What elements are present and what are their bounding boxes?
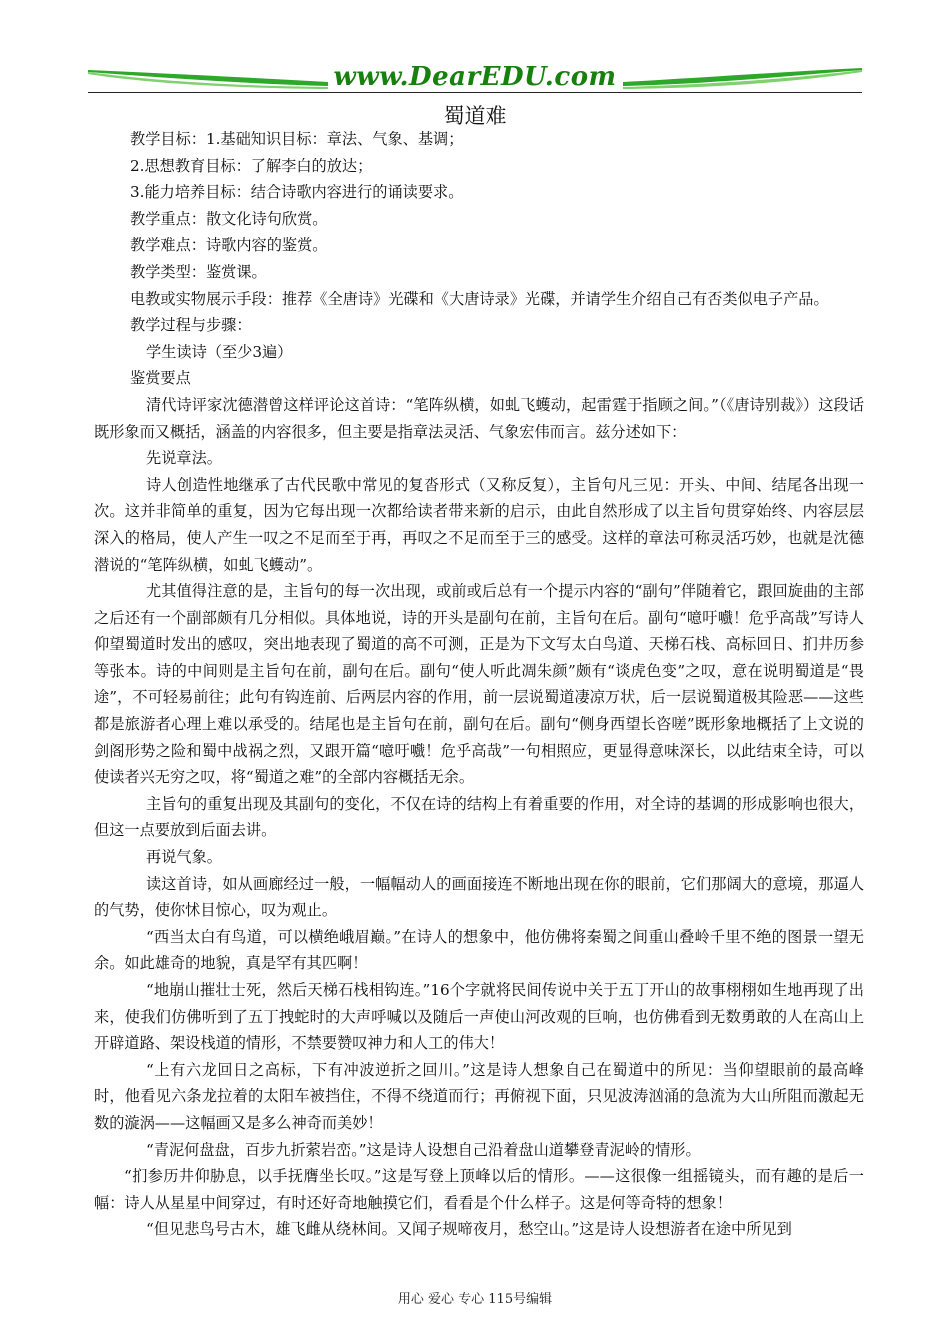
paragraph: “西当太白有鸟道，可以横绝峨眉巅。”在诗人的想象中，他仿佛将秦蜀之间重山叠岭千里不绝的图景一望无余。如此雄奇的地貌，真是罕有其匹啊！	[94, 927, 864, 973]
paragraph: “扪参历井仰胁息，以手抚膺坐长叹。”这是写登上顶峰以后的情形。——这很像一组摇镜头，而有趣的是后一幅：诗人从星星中间穿过，有时还好奇地触摸它们，看看是个什么样子。这是何等奇特的想象！	[94, 1167, 864, 1212]
document-title: 蜀道难	[443, 104, 507, 128]
paragraph: 读这首诗，如从画廊经过一般，一幅幅动人的画面接连不断地出现在你的眼前，它们那阔大的意境，那逼人的气势，使你怵目惊心，叹为观止。	[94, 874, 864, 920]
paragraph: 再说气象。	[146, 848, 222, 867]
header-rule	[88, 92, 862, 93]
paragraph: “地崩山摧壮士死，然后天梯石栈相钩连。”16个字就将民间传说中关于五丁开山的故事栩栩如生地再现了出来，使我们仿佛听到了五丁拽蛇时的大声呼喊以及随后一声使山河改观的巨响，也仿佛看到无数勇敢的人在高山上开辟道路、架设栈道的情形，不禁要赞叹神力和人工的伟大！	[94, 981, 864, 1053]
paragraph: 教学重点：散文化诗句欣赏。	[130, 209, 328, 228]
paragraph: 先说章法。	[146, 449, 222, 468]
document-body	[94, 126, 864, 1243]
paragraph: “青泥何盘盘，百步九折萦岩峦。”这是诗人设想自己沿着盘山道攀登青泥岭的情形。	[146, 1140, 701, 1159]
paragraph: 3.能力培养目标：结合诗歌内容进行的诵读要求。	[130, 183, 464, 202]
paragraph: 鉴赏要点	[130, 369, 191, 388]
site-brand[interactable]: www.DearEDU.com	[333, 62, 617, 92]
paragraph: 清代诗评家沈德潜曾这样评论这首诗：“笔阵纵横，如虬飞蠖动，起雷霆于指顾之间。”（《唐诗别裁》）这段话既形象而又概括，涵盖的内容很多，但主要是指章法灵活、气象宏伟而言。兹分述如下：	[94, 395, 864, 441]
paragraph: 教学类型：鉴赏课。	[130, 262, 267, 281]
paragraph: 学生读诗（至少3遍）	[146, 342, 293, 361]
paragraph: 教学目标：1.基础知识目标：章法、气象、基调；	[130, 130, 464, 148]
paragraph: 教学难点：诗歌内容的鉴赏。	[130, 236, 328, 255]
paragraph: 2.思想教育目标：了解李白的放达；	[130, 156, 373, 175]
paragraph: 诗人创造性地继承了古代民歌中常见的复沓形式（又称反复），主旨句凡三见：开头、中间、结尾各出现一次。这并非简单的重复，因为它每出现一次都给读者带来新的启示，由此自然形成了以主旨句贯穿始终、内容层层深入的格局，使人产生一叹之不足而至于再，再叹之不足而至于三的感受。这样的章法可称灵活巧妙，也就是沈德潜说的“笔阵纵横，如虬飞蠖动”。	[94, 475, 864, 574]
page-footer: 用心 爱心 专心 115号编辑	[397, 1292, 553, 1307]
paragraph: 教学过程与步骤：	[130, 316, 252, 335]
paragraph: 主旨句的重复出现及其副句的变化，不仅在诗的结构上有着重要的作用，对全诗的基调的形成影响也很大，但这一点要放到后面去讲。	[94, 794, 864, 840]
paragraph: 电教或实物展示手段：推荐《全唐诗》光碟和《大唐诗录》光碟，并请学生介绍自己有否类似电子产品。	[130, 289, 829, 308]
paragraph: “上有六龙回日之高标，下有冲波逆折之回川。”这是诗人想象自己在蜀道中的所见：当仰望眼前的最高峰时，他看见六条龙拉着的太阳车被挡住，不得不绕道而行；再俯视下面，只见波涛汹涌的急流为大山所阻而激起无数的漩涡——这幅画又是多么神奇而美妙！	[94, 1060, 864, 1132]
paragraph: 尤其值得注意的是，主旨句的每一次出现，或前或后总有一个提示内容的“副句”伴随着它，跟回旋曲的主部之后还有一个副部颇有几分相似。具体地说，诗的开头是副句在前，主旨句在后。副句“噫吁嚱！危乎高哉”写诗人仰望蜀道时发出的感叹，突出地表现了蜀道的高不可测，正是为下文写太白鸟道、天梯石栈、高标回日、扪井历参等张本。诗的中间则是主旨句在前，副句在后。副句“使人听此凋朱颜”颇有“谈虎色变”之叹，意在说明蜀道是“畏途”，不可轻易前往；此句有钩连前、后两层内容的作用，前一层说蜀道凄凉万状，后一层说蜀道极其险恶——这些都是旅游者心理上难以承受的。结尾也是主旨句在前，副句在后。副句“侧身西望长咨嗟”既形象地概括了上文说的剑阁形势之险和蜀中战祸之烈，又跟开篇“噫吁嚱！危乎高哉”一句相照应，更显得意味深长，以此结束全诗，可以使读者兴无穷之叹，将“蜀道之难”的全部内容概括无余。	[94, 582, 864, 787]
paragraph: “但见悲鸟号古木，雄飞雌从绕林间。又闻子规啼夜月，愁空山。”这是诗人设想游者在途中所见到	[146, 1220, 792, 1239]
